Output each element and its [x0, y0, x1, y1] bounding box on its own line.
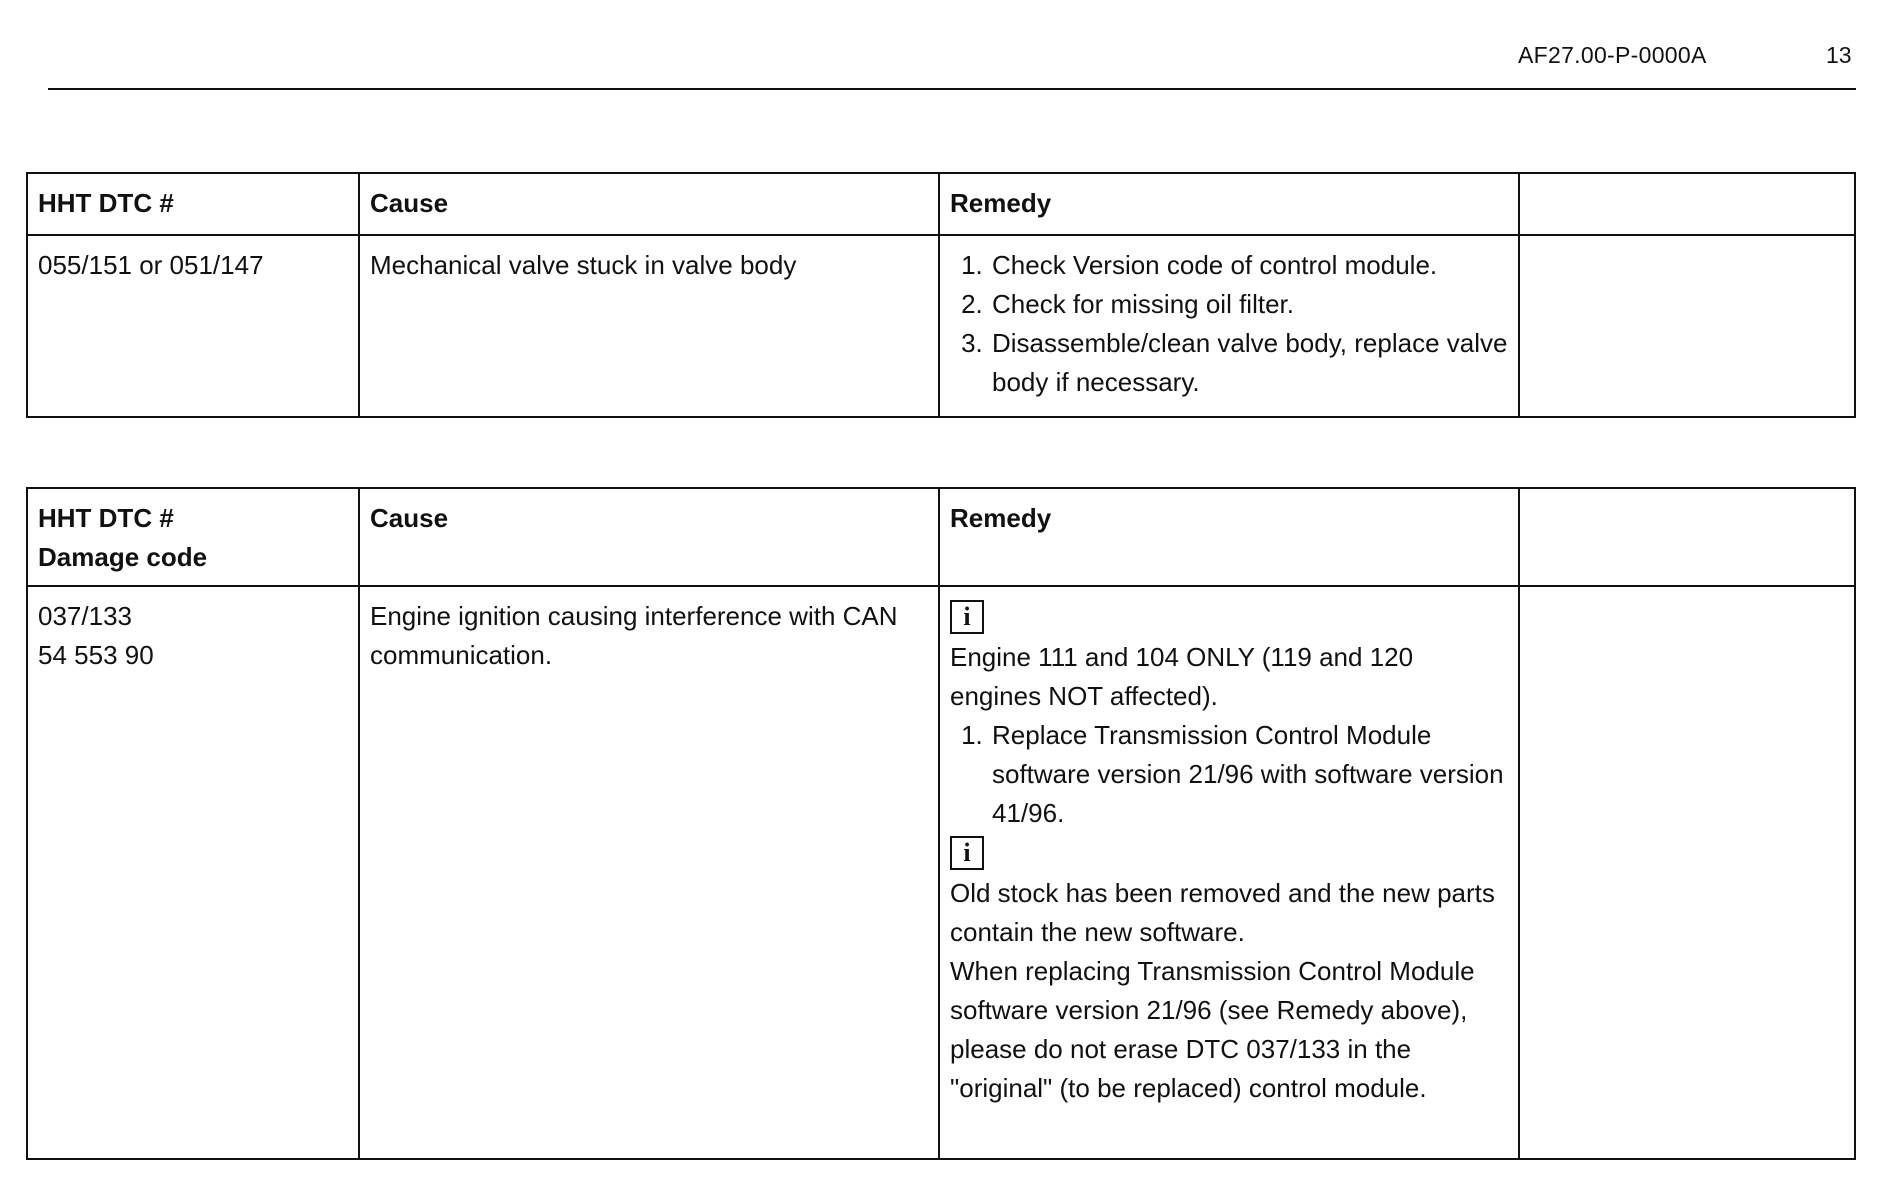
- dtc-table-1: [26, 172, 1856, 418]
- blank-cell: [1519, 235, 1855, 417]
- remedy-note: Old stock has been removed and the new parts contain the new software.: [950, 878, 1495, 947]
- damage-code-value: 54 553 90: [38, 640, 154, 670]
- remedy-note: Engine 111 and 104 ONLY (119 and 120 engines NOT affected).: [950, 642, 1414, 711]
- table-row: [27, 235, 1855, 417]
- dtc-value: 055/151 or 051/147: [27, 235, 359, 417]
- header-dtc-line1: HHT DTC #: [38, 503, 174, 533]
- remedy-cell: [939, 586, 1519, 1159]
- info-icon: i: [950, 600, 984, 634]
- dtc-table-2: [26, 487, 1856, 1160]
- table-header-row: [27, 173, 1855, 235]
- info-icon: i: [950, 836, 984, 870]
- header-blank: [1519, 173, 1855, 235]
- header-remedy: Remedy: [939, 488, 1519, 586]
- header-dtc: HHT DTC #: [27, 173, 359, 235]
- cause-value: Engine ignition causing interference with CAN communication.: [359, 586, 939, 1159]
- remedy-step: 1. Replace Transmission Control Module software version 21/96 with software version 41/96.: [990, 716, 1508, 833]
- remedy-note: When replacing Transmission Control Module software version 21/96 (see Remedy above), please do not erase DTC 037/133 in the "original" (to be replaced) control module.: [950, 956, 1475, 1103]
- remedy-step: 3. Disassemble/clean valve body, replace valve body if necessary.: [990, 324, 1508, 402]
- header-remedy: Remedy: [939, 173, 1519, 235]
- dtc-cell: [27, 586, 359, 1159]
- table-row: [27, 586, 1855, 1159]
- header-blank: [1519, 488, 1855, 586]
- remedy-steps: [950, 246, 1508, 402]
- header-cause: Cause: [359, 173, 939, 235]
- blank-cell: [1519, 586, 1855, 1159]
- header-cause: Cause: [359, 488, 939, 586]
- header-damage-code: Damage code: [38, 542, 208, 572]
- page-number: 13: [1826, 42, 1852, 68]
- table-header-row: [27, 488, 1855, 586]
- remedy-steps: [950, 716, 1508, 833]
- cause-value: Mechanical valve stuck in valve body: [359, 235, 939, 417]
- remedy-cell: [939, 235, 1519, 417]
- dtc-value: 037/133: [38, 601, 132, 631]
- header-rule: [48, 88, 1856, 90]
- page-header: [0, 0, 1880, 100]
- remedy-step: 2. Check for missing oil filter.: [990, 285, 1508, 324]
- header-dtc: [27, 488, 359, 586]
- document-id: AF27.00-P-0000A: [1518, 42, 1707, 68]
- remedy-step: 1. Check Version code of control module.: [990, 246, 1508, 285]
